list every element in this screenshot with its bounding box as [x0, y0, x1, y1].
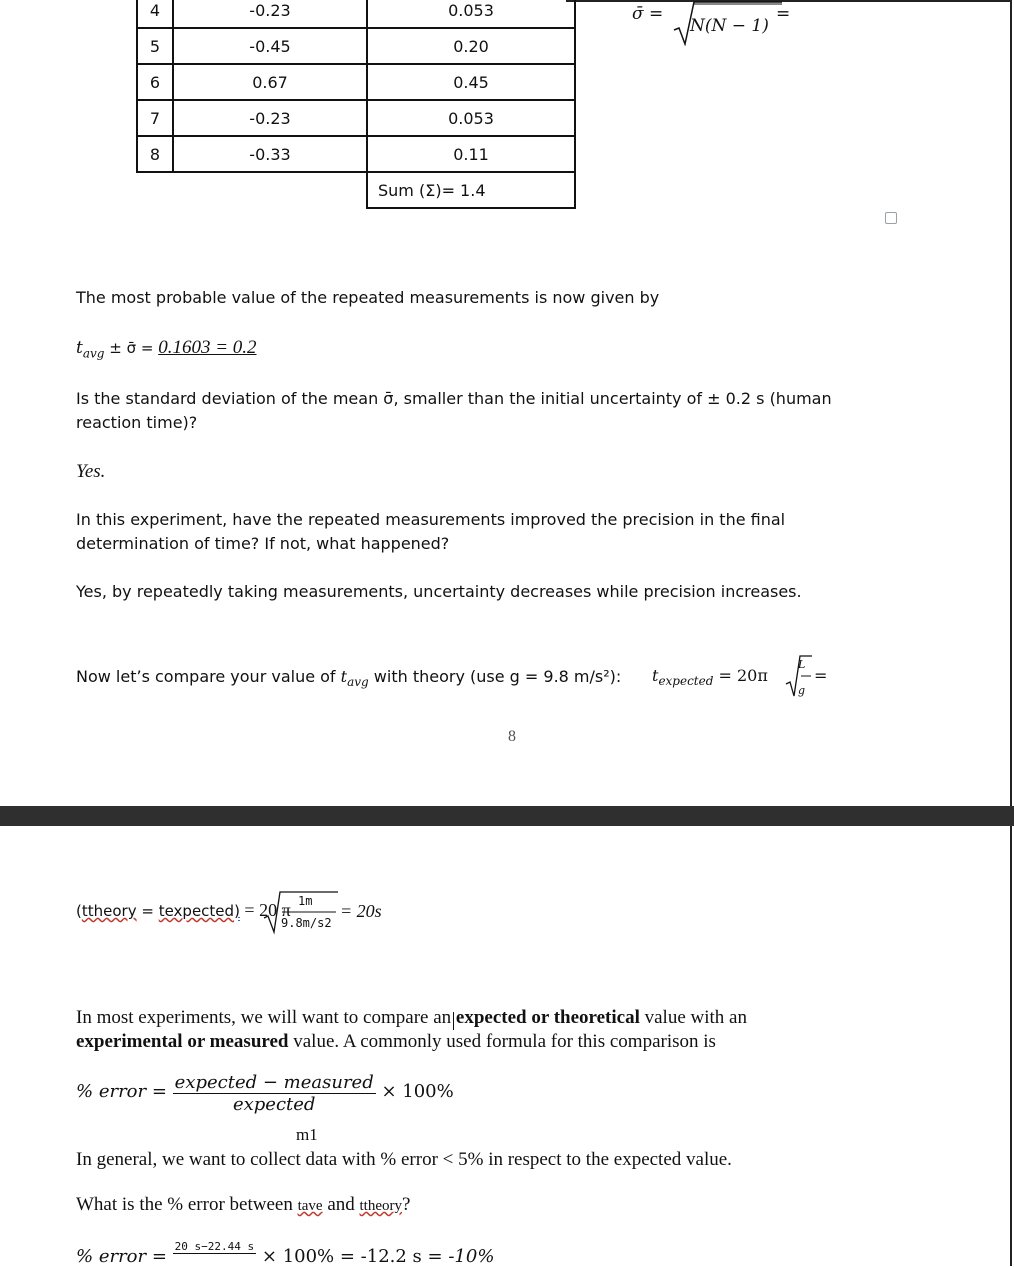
margin-checkbox[interactable]	[885, 212, 897, 224]
question3-tave: tave	[297, 1198, 323, 1214]
question3-and: and	[322, 1194, 360, 1215]
texpected-formula	[652, 666, 768, 688]
row-deviation: -0.23	[173, 100, 367, 136]
page-number: 8	[508, 728, 516, 745]
blank-cell	[173, 172, 367, 208]
theory-rhs: = 20 π	[239, 900, 291, 920]
sigma-mean-formula	[632, 4, 663, 24]
texpected-L: L	[798, 658, 806, 671]
compare-text	[76, 667, 621, 689]
question-std-dev: Is the standard deviation of the mean σ̄, smaller than the initial uncertainty of ± 0.2 s (human reaction time)?	[76, 389, 832, 432]
texpected-eq: = 20π	[713, 666, 768, 685]
error-num: expected − measured	[174, 1072, 374, 1093]
theory-result: = 20s	[340, 901, 382, 921]
compare-t: t	[340, 667, 348, 686]
error-lhs: % error =	[76, 1080, 167, 1102]
theory-paren-close: )	[234, 902, 240, 920]
question3-ttheory: ttheory	[359, 1198, 402, 1214]
page-edge-top	[1010, 0, 1012, 806]
theory-t2: texpected	[158, 902, 235, 920]
sigma-denominator: N(N − 1)	[690, 16, 769, 36]
row-number: 8	[137, 136, 173, 172]
theory-paren-open: (	[76, 902, 82, 920]
row-deviation: -0.33	[173, 136, 367, 172]
answer-yes: Yes.	[76, 461, 106, 482]
table-row	[137, 28, 575, 64]
cursor-ibeam	[453, 1012, 454, 1030]
compare-text-a: Now let’s compare your value of	[76, 667, 341, 686]
sigma-tail: =	[776, 4, 791, 24]
blank-cell	[137, 172, 173, 208]
theory-num: 1m	[298, 894, 313, 908]
tavg-t: t	[76, 338, 83, 358]
theory-line	[76, 900, 291, 921]
row-number: 5	[137, 28, 173, 64]
compare-sub: avg	[347, 675, 369, 690]
m1-label: m1	[296, 1125, 318, 1144]
row-squared: 0.11	[367, 136, 575, 172]
table-row	[137, 100, 575, 136]
tavg-value: 0.1603 = 0.2	[158, 337, 257, 358]
intro-text: In most experiments, we will want to compare an	[76, 1007, 452, 1028]
calc-lhs: % error =	[76, 1246, 167, 1267]
sigma-lhs: σ̄ =	[632, 4, 664, 24]
row-squared: 0.20	[367, 28, 575, 64]
deviation-table	[136, 0, 576, 209]
comparison-intro	[76, 1006, 836, 1054]
error-den: expected	[232, 1094, 316, 1115]
question-precision: In this experiment, have the repeated measurements improved the precision in the final determination of time? If not, what happened?	[76, 510, 786, 553]
intro-bold-expected: expected or theoretical	[455, 1007, 640, 1028]
most-probable-text: The most probable value of the repeated measurements is now given by	[76, 288, 660, 307]
tavg-line	[76, 337, 257, 360]
texpected-tail: =	[814, 666, 828, 685]
question-error	[76, 1194, 410, 1216]
calc-result: -10%	[448, 1246, 495, 1267]
texpected-sub: expected	[658, 674, 714, 689]
row-squared: 0.053	[367, 100, 575, 136]
calc-rest: × 100% = -12.2 s =	[261, 1246, 449, 1267]
row-number: 7	[137, 100, 173, 136]
row-deviation: -0.23	[173, 0, 367, 28]
error-times: × 100%	[381, 1080, 454, 1102]
theory-den: 9.8m/s2	[281, 916, 332, 930]
sum-row	[137, 172, 575, 208]
general-rule: In general, we want to collect data with % error < 5% in respect to the expected value.	[76, 1149, 732, 1170]
intro-end: value. A commonly used formula for this comparison is	[288, 1031, 716, 1052]
intro-bold-measured: experimental or measured	[76, 1031, 289, 1052]
tavg-sub: avg	[82, 346, 105, 361]
question3-q: ?	[402, 1194, 411, 1215]
row-number: 6	[137, 64, 173, 100]
page-edge-bottom	[1010, 826, 1012, 1266]
answer-precision: Yes, by repeatedly taking measurements, uncertainty decreases while precision increases.	[76, 582, 802, 601]
table-row	[137, 64, 575, 100]
texpected-g: g	[798, 684, 806, 697]
error-fraction	[173, 1072, 376, 1115]
intro-mid: value with an	[639, 1007, 747, 1028]
tavg-pm: ± σ̄ =	[104, 339, 159, 357]
error-formula	[76, 1072, 454, 1115]
compare-text-b: with theory (use g = 9.8 m/s²):	[368, 667, 622, 686]
page-divider	[0, 806, 1014, 826]
table-row	[137, 0, 575, 28]
theory-t1: ttheory	[81, 902, 137, 920]
question3-a: What is the % error between	[76, 1194, 298, 1215]
calc-num: 20 s−22.44 s	[174, 1240, 255, 1253]
theory-eq: =	[136, 902, 159, 920]
calc-line	[76, 1240, 495, 1267]
row-squared: 0.45	[367, 64, 575, 100]
row-squared: 0.053	[367, 0, 575, 28]
table-row	[137, 136, 575, 172]
sum-cell: Sum (Σ)= 1.4	[367, 172, 575, 208]
row-deviation: -0.45	[173, 28, 367, 64]
texpected-t: t	[652, 666, 659, 685]
row-number: 4	[137, 0, 173, 28]
row-deviation: 0.67	[173, 64, 367, 100]
